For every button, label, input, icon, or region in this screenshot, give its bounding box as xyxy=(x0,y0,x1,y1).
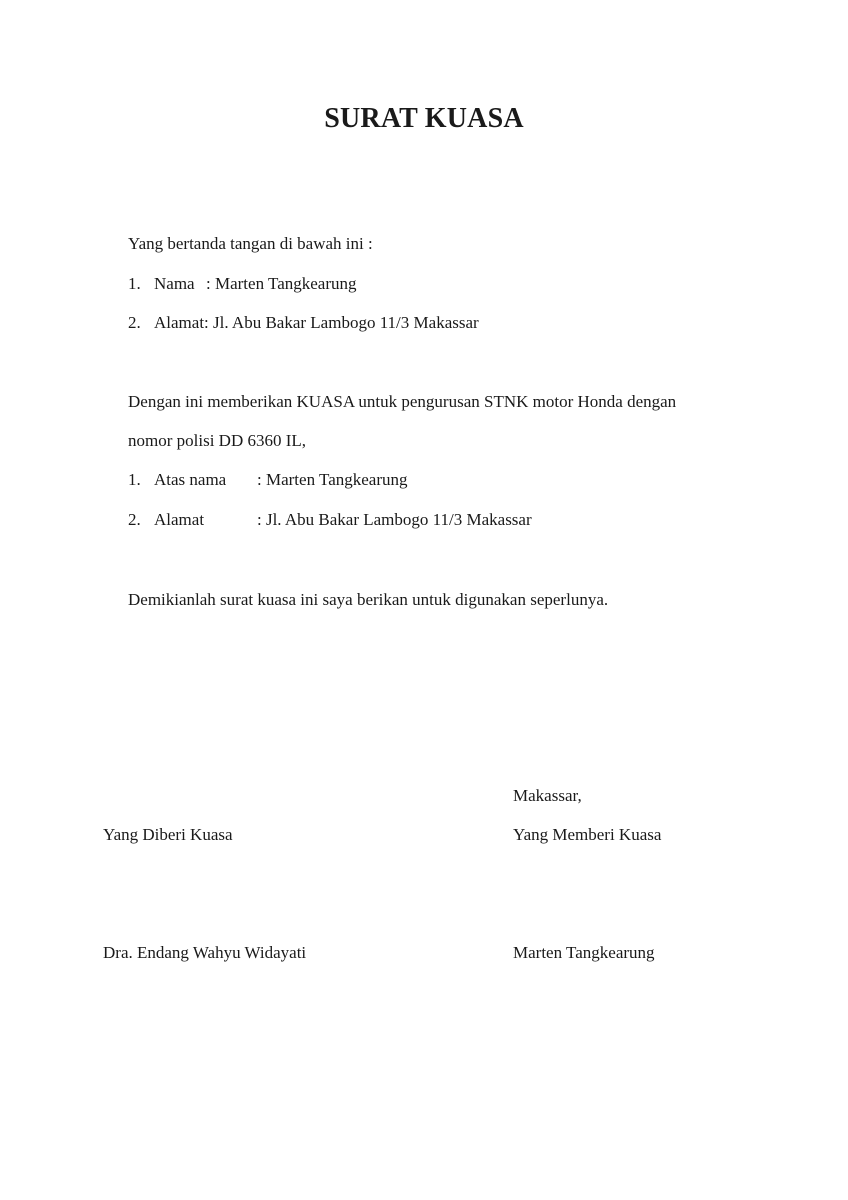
list-number: 1. xyxy=(128,470,141,489)
purpose-line-2: nomor polisi DD 6360 IL, xyxy=(128,431,307,450)
list-number: 1. xyxy=(128,274,141,293)
giver-name: Marten Tangkearung xyxy=(513,943,655,962)
field-value: : Marten Tangkearung xyxy=(257,470,408,489)
intro-text: Yang bertanda tangan di bawah ini : xyxy=(128,234,373,253)
field-value: : Jl. Abu Bakar Lambogo 11/3 Makassar xyxy=(204,313,479,332)
field-label: Nama xyxy=(154,274,195,293)
signature-place: Makassar, xyxy=(513,786,582,805)
receiver-label: Yang Diberi Kuasa xyxy=(103,825,233,844)
owner-name-row xyxy=(128,470,408,490)
list-number: 2. xyxy=(128,313,141,332)
grantor-name-row xyxy=(128,274,357,294)
field-label: Alamat xyxy=(154,313,205,332)
field-value: : Jl. Abu Bakar Lambogo 11/3 Makassar xyxy=(257,510,532,529)
giver-label: Yang Memberi Kuasa xyxy=(513,825,662,844)
field-label: Atas nama xyxy=(154,470,227,489)
list-number: 2. xyxy=(128,510,141,529)
receiver-name: Dra. Endang Wahyu Widayati xyxy=(103,943,307,962)
purpose-line-1: Dengan ini memberikan KUASA untuk pengurusan STNK motor Honda dengan xyxy=(128,392,677,411)
field-value: : Marten Tangkearung xyxy=(206,274,357,293)
grantor-address-row xyxy=(128,313,479,333)
closing-text: Demikianlah surat kuasa ini saya berikan untuk digunakan seperlunya. xyxy=(128,590,609,609)
document-title: SURAT KUASA xyxy=(324,103,524,134)
owner-address-row xyxy=(128,510,532,530)
field-label: Alamat xyxy=(154,510,205,529)
